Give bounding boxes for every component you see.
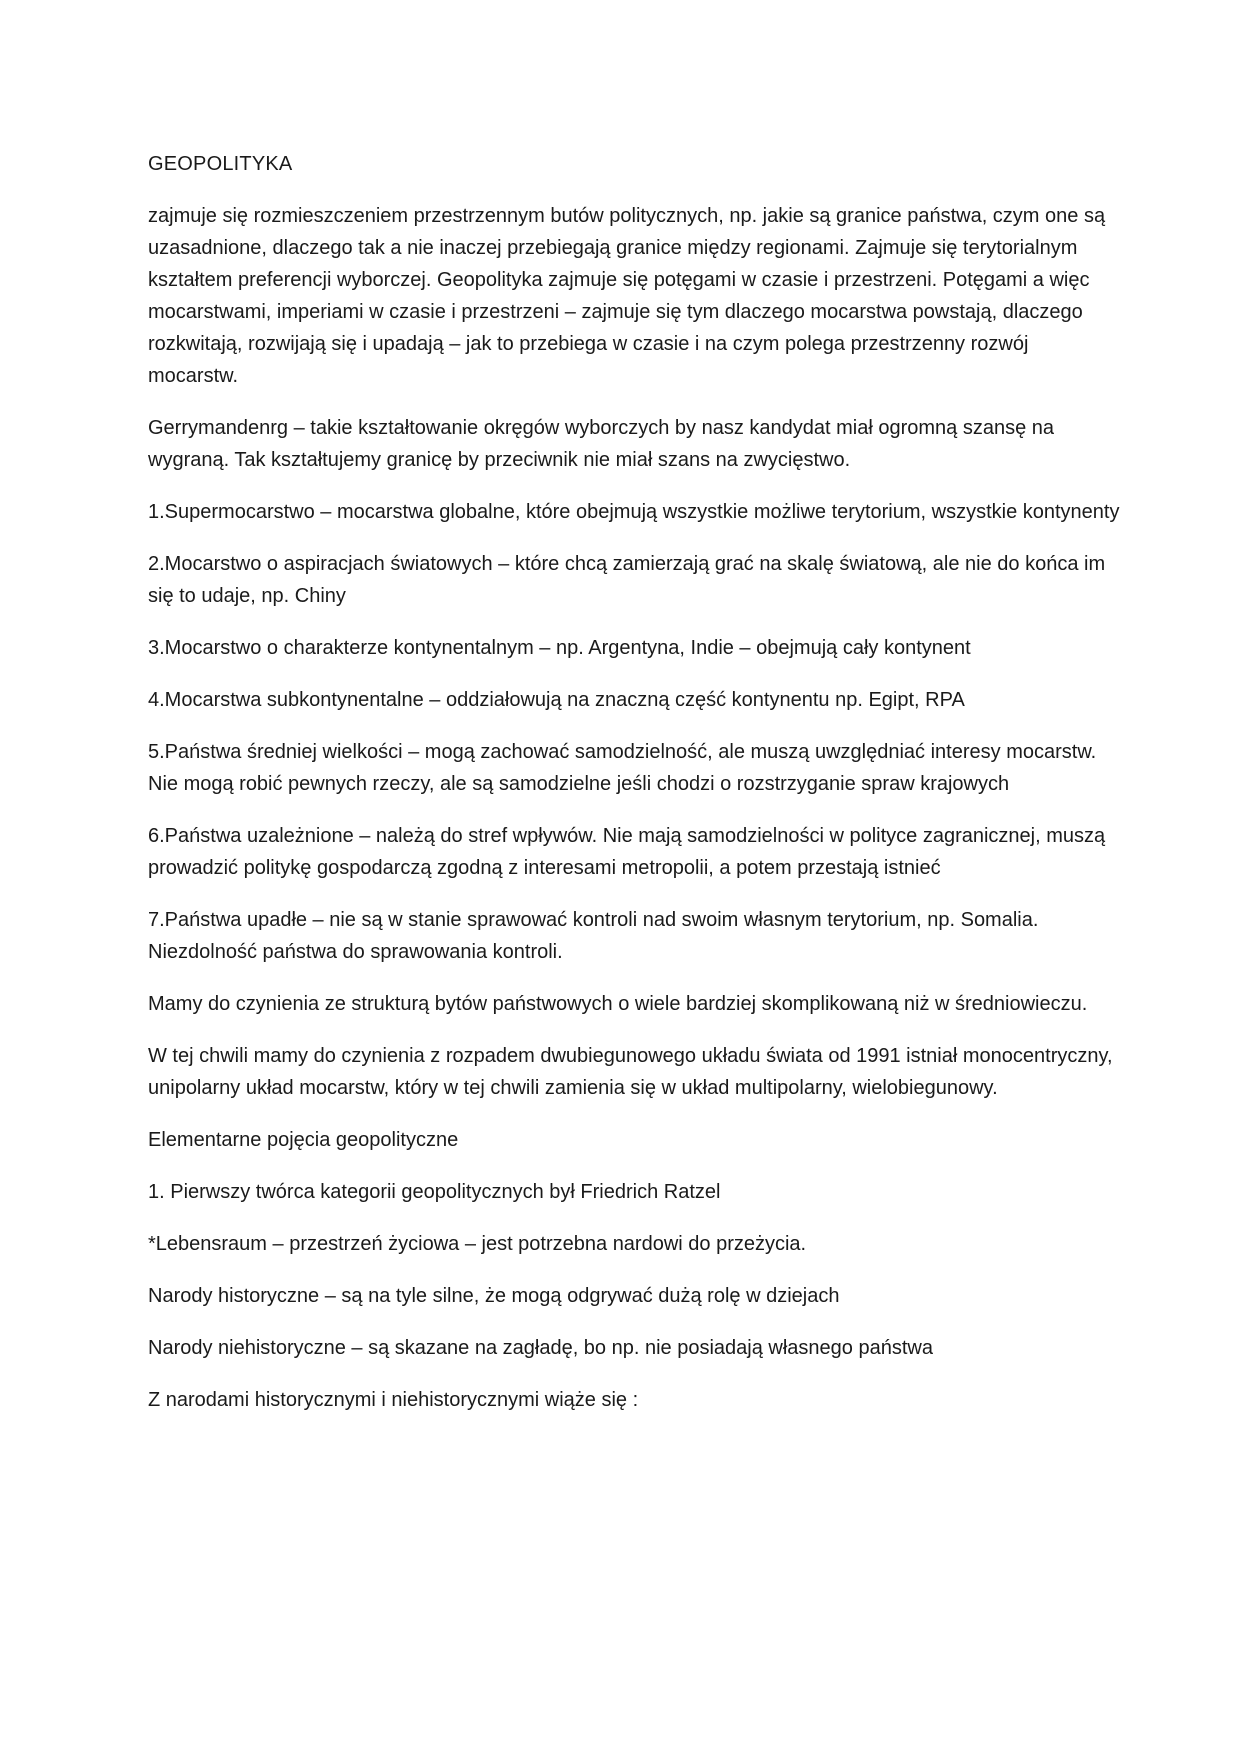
document-title: GEOPOLITYKA (148, 153, 293, 175)
section-heading-pojecia: Elementarne pojęcia geopolityczne (148, 1129, 459, 1151)
list-item-kontynentalne: 3.Mocarstwo o charakterze kontynentalnym – np. Argentyna, Indie – obejmują cały kontynent (148, 637, 971, 659)
paragraph-gerrymandering: Gerrymandenrg – takie kształtowanie okręgów wyborczych by nasz kandydat miał ogromną szansę na wygraną. Tak kształtujemy granicę by przeciwnik nie miał szans na zwycięstwo. (148, 417, 1054, 471)
paragraph-closing: Z narodami historycznymi i niehistorycznymi wiąże się : (148, 1389, 639, 1411)
paragraph-uklad-swiata: W tej chwili mamy do czynienia z rozpadem dwubiegunowego układu świata od 1991 istniał monocentryczny, unipolarny układ mocarstw, który w tej chwili zamienia się w układ multipolarny, wielobiegunowy. (148, 1045, 1113, 1099)
paragraph-lebensraum: *Lebensraum – przestrzeń życiowa – jest potrzebna nardowi do przeżycia. (148, 1233, 807, 1255)
list-item-supermocarstwo: 1.Supermocarstwo – mocarstwa globalne, które obejmują wszystkie możliwe terytorium, wszystkie kontynenty (148, 501, 1120, 523)
list-item-upadle: 7.Państwa upadłe – nie są w stanie sprawować kontroli nad swoim własnym terytorium, np. Somalia. Niezdolność państwa do sprawowania kontroli. (148, 909, 1039, 963)
paragraph-struktura: Mamy do czynienia ze strukturą bytów państwowych o wiele bardziej skomplikowaną niż w średniowieczu. (148, 993, 1088, 1015)
list-item-subkontynentalne: 4.Mocarstwa subkontynentalne – oddziałowują na znaczną część kontynentu np. Egipt, RPA (148, 689, 965, 711)
list-item-srednie: 5.Państwa średniej wielkości – mogą zachować samodzielność, ale muszą uwzględniać interesy mocarstw. Nie mogą robić pewnych rzeczy, ale są samodzielne jeśli chodzi o rozstrzyganie spraw krajowych (148, 741, 1097, 795)
list-item-aspiracje-swiatowe: 2.Mocarstwo o aspiracjach światowych – które chcą zamierzają grać na skalę światową, ale nie do końca im się to udaje, np. Chiny (148, 553, 1106, 607)
list-item-uzaleznione: 6.Państwa uzależnione – należą do stref wpływów. Nie mają samodzielności w polityce zagranicznej, muszą prowadzić politykę gospodarczą zgodną z interesami metropolii, a potem przestają istnieć (148, 825, 1106, 879)
paragraph-narody-niehistoryczne: Narody niehistoryczne – są skazane na zagładę, bo np. nie posiadają własnego państwa (148, 1337, 933, 1359)
paragraph-narody-historyczne: Narody historyczne – są na tyle silne, że mogą odgrywać dużą rolę w dziejach (148, 1285, 840, 1307)
paragraph-intro: zajmuje się rozmieszczeniem przestrzennym butów politycznych, np. jakie są granice państwa, czym one są uzasadnione, dlaczego tak a nie inaczej przebiegają granice między regionami. Zajmuje się terytorialnym kształtem preferencji wyborczej. Geopolityka zajmuje się potęgami w czasie i przestrzeni. Potęgami a więc mocarstwami, imperiami w czasie i przestrzeni – zajmuje się tym dlaczego mocarstwa powstają, dlaczego rozkwitają, rozwijają się i upadają – jak to przebiega w czasie i na czym polega przestrzenny rozwój mocarstw. (148, 205, 1106, 387)
paragraph-ratzel: 1. Pierwszy twórca kategorii geopolitycznych był Friedrich Ratzel (148, 1181, 721, 1203)
